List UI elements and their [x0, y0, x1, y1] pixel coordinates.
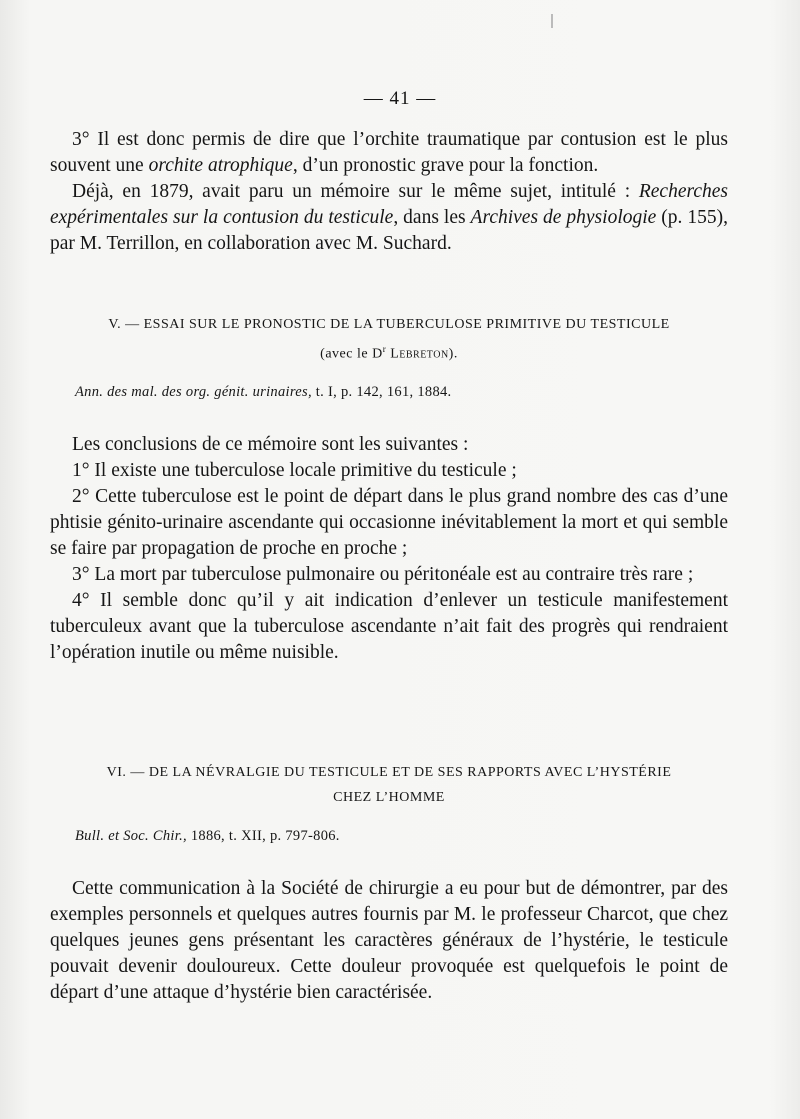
section-vi-body: [50, 876, 728, 1006]
text-run: (avec le D: [320, 346, 383, 362]
paragraph-3-conclusion: [50, 127, 728, 179]
italic-title: Recherches expérimentales sur la contusion du testicule: [50, 181, 728, 228]
section-v-intro: Les conclusions de ce mémoire sont les suivantes :: [72, 434, 469, 455]
text-run: , dans les: [393, 207, 471, 228]
scan-mark: [551, 14, 553, 28]
section-vi-heading: [50, 760, 728, 810]
italic-journal: Archives de physiologie: [470, 207, 657, 228]
conclusion-item-1: 1° Il existe une tuberculose locale primitive du testicule ;: [72, 460, 517, 481]
page-number: — 41 —: [363, 88, 437, 109]
section-vi-title-line2: CHEZ L’HOMME: [333, 790, 445, 805]
citation-journal: Ann. des mal. des org. génit. urinaires,: [75, 384, 312, 400]
text-run: Déjà, en 1879, avait paru un mémoire sur le même sujet, intitulé :: [72, 181, 639, 202]
section-iv-conclusion: [50, 127, 728, 257]
paragraph-prior-memoir: [50, 179, 728, 257]
text-run: ).: [448, 346, 458, 362]
citation-journal: Bull. et Soc. Chir.,: [75, 828, 187, 844]
coauthor-name: Lebreton: [386, 346, 449, 362]
section-v-citation: [75, 384, 725, 401]
text-run: , d’un pronostic grave pour la fonction.: [292, 155, 599, 176]
text-run: 3° Il est donc permis de dire que l’orchite traumatique par contusion est le plus souvent une: [50, 129, 728, 176]
italic-term: orchite atrophique: [148, 155, 293, 176]
superscript: r: [382, 344, 387, 354]
text-run: (p. 155), par M. Terrillon, en collaboration avec M. Suchard.: [50, 207, 729, 254]
conclusion-item-2: 2° Cette tuberculose est le point de départ dans le plus grand nombre des cas d’une phtisie génito-urinaire ascendante qui occasionne inévitablement la mort et qui semble se faire par propagation de proche en proche ;: [50, 486, 728, 559]
section-vi-citation: [75, 828, 725, 845]
section-v-body: [50, 432, 728, 666]
conclusion-item-3: 3° La mort par tuberculose pulmonaire ou péritonéale est au contraire très rare ;: [72, 564, 694, 585]
citation-details: 1886, t. XII, p. 797-806.: [186, 828, 340, 844]
conclusion-item-4: 4° Il semble donc qu’il y ait indication d’enlever un testicule manifestement tuberculeux avant que la tuberculose ascendante n’ait fait des progrès qui rendraient l’opération inutile ou même nuisible.: [50, 590, 728, 663]
section-vi-title: VI. — DE LA NÉVRALGIE DU TESTICULE ET DE SES RAPPORTS AVEC L’HYSTÉRIE: [106, 765, 672, 780]
section-vi-paragraph: Cette communication à la Société de chirurgie a eu pour but de démontrer, par des exemples personnels et quelques autres fournis par M. le professeur Charcot, que chez quelques jeunes gens présentant les caractères généraux de l’hystérie, le testicule pouvait devenir douloureux. Cette douleur provoquée est quelquefois le point de départ d’une attaque d’hystérie bien caractérisée.: [50, 878, 728, 1003]
section-v-coauthor: [50, 337, 728, 367]
section-v-title: V. — ESSAI SUR LE PRONOSTIC DE LA TUBERCULOSE PRIMITIVE DU TESTICULE: [108, 317, 670, 332]
citation-details: t. I, p. 142, 161, 1884.: [311, 384, 452, 400]
section-v-heading: [50, 312, 728, 367]
